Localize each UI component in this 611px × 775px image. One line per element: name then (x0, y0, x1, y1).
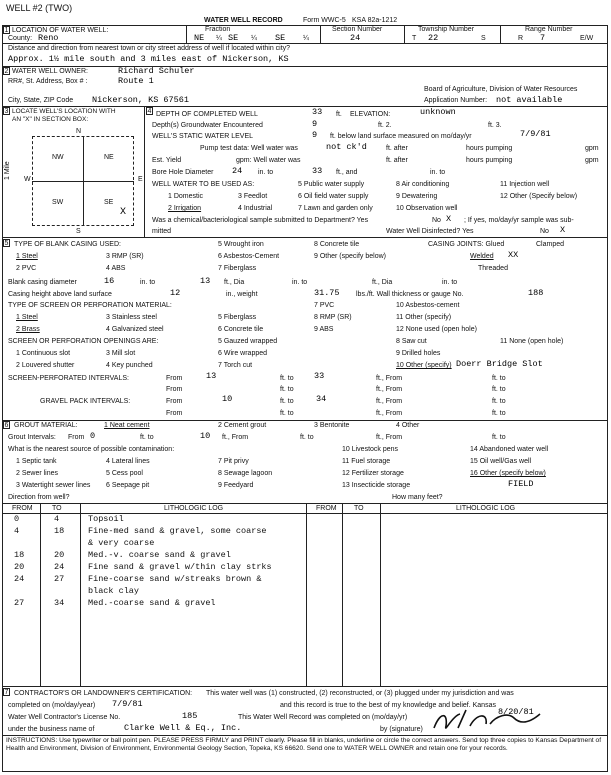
quadrant-se: SE (104, 199, 114, 206)
county-value: Reno (38, 33, 59, 43)
section-7-marker: 7 (4, 689, 9, 696)
log-row-from: 20 (14, 562, 25, 572)
bore-value: 24 (232, 166, 243, 176)
src-septic: 1 Septic tank (16, 458, 57, 465)
fraction-2: SE (228, 33, 239, 43)
yield-hours: hours pumping (466, 157, 513, 164)
groundwater-label: Depth(s) Groundwater Encountered (152, 122, 263, 129)
county-label: County: (8, 35, 33, 42)
use-dewatering: 9 Dewatering (396, 193, 438, 200)
depth-label: DEPTH OF COMPLETED WELL (156, 111, 258, 118)
township-value: 22 (428, 33, 439, 43)
form-number: Form WWC-5 (303, 17, 346, 24)
city-value: Nickerson, KS 67561 (92, 95, 189, 105)
license-label: Water Well Contractor's License No. (8, 714, 121, 721)
range-ew: E/W (580, 35, 594, 42)
distance-value: Approx. 1½ mile south and 3 miles east of Nickerson, KS (8, 54, 289, 64)
groundwater-1: 9 (312, 119, 318, 129)
casing-ft-dia-2: ft., Dia (372, 279, 393, 286)
src-other: 16 Other (specify below) (470, 470, 546, 477)
section-value: 24 (350, 33, 361, 43)
cert-label: CONTRACTOR'S OR LANDOWNER'S CERTIFICATION: (14, 690, 193, 697)
compass-n: N (76, 128, 82, 135)
gravel-from: From (166, 398, 183, 405)
screen-pvc: 7 PVC (314, 302, 335, 309)
opening-wire: 6 Wire wrapped (218, 350, 268, 357)
opening-other-value: Doerr Bridge Slot (456, 359, 543, 369)
groundwater-3-label: ft. 3. (488, 122, 502, 129)
application-value: not available (496, 95, 563, 105)
section-6-marker: 6 (4, 422, 9, 429)
gravel-to-4: ft. to (492, 410, 506, 417)
grout-ft-from-2: ft., From (376, 434, 403, 441)
license-value: 185 (182, 711, 198, 721)
src-lateral: 4 Lateral lines (106, 458, 150, 465)
bore-in-to: in. to (258, 169, 274, 176)
intervals-from-2: From (166, 386, 183, 393)
grout-to-2: ft. to (300, 434, 314, 441)
groundwater-2-label: ft. 2. (378, 122, 392, 129)
grout-other: 4 Other (396, 422, 420, 429)
application-label: Application Number: (424, 97, 488, 104)
depth-value: 33 (312, 107, 323, 117)
intervals-to-4: ft. to (492, 386, 506, 393)
gravel-to: ft. to (280, 398, 294, 405)
joints-threaded: Threaded (478, 265, 508, 272)
screen-fiberglass: 5 Fiberglass (218, 314, 257, 321)
log-row-from: 4 (14, 526, 20, 536)
casing-in-to-3: in. to (442, 279, 458, 286)
opening-louvered: 2 Louvered shutter (16, 362, 75, 369)
township-t: T (412, 35, 417, 42)
casing-weight-label: in., weight (226, 291, 258, 298)
section-5-marker: 5 (4, 240, 9, 247)
log-row-desc: Fine sand & gravel w/thin clay strks (88, 562, 272, 572)
static-rest: ft. below land surface measured on mo/day/yr (330, 133, 472, 140)
casing-gauge: 188 (528, 288, 544, 298)
bore-to-value: 33 (312, 166, 323, 176)
record-date: 8/20/81 (498, 707, 534, 717)
elevation-value: unknown (420, 107, 456, 117)
src-insecticide: 13 Insecticide storage (342, 482, 411, 489)
log-row-to: 20 (54, 550, 65, 560)
grout-neat: 1 Neat cement (104, 422, 150, 429)
signature-image (430, 706, 550, 736)
business-value: Clarke Well & Eq., Inc. (124, 723, 242, 733)
pump-after: ft. after (386, 145, 408, 152)
intervals-ft-from: ft., From (376, 375, 403, 382)
src-watertight: 3 Watertight sewer lines (16, 482, 91, 489)
mile-label: 1 Mile (4, 161, 11, 180)
src-livestock: 10 Livestock pens (342, 446, 399, 453)
casing-wrought: 5 Wrought iron (218, 241, 264, 248)
compass-e: E (138, 176, 143, 183)
distance-label: Distance and direction from nearest town or city street address of well if located within city? (8, 45, 291, 52)
owner-name: Richard Schuler (118, 66, 195, 76)
pump-gpm: gpm (585, 145, 599, 152)
log-row-to: 18 (54, 526, 65, 536)
intervals-from-value: 13 (206, 371, 217, 381)
intervals-from: From (166, 375, 183, 382)
compass-s: S (76, 228, 81, 235)
use-label: WELL WATER TO BE USED AS: (152, 181, 255, 188)
log-from-header-2: FROM (316, 505, 337, 512)
disinfected-no: No (540, 228, 549, 235)
src-abandoned: 14 Abandoned water well (470, 446, 549, 453)
grout-cement: 2 Cement grout (218, 422, 267, 429)
section-number-label: Section Number (332, 26, 383, 33)
grout-to: ft. to (140, 434, 154, 441)
log-row-from: 0 (14, 514, 20, 524)
opening-drilled: 9 Drilled holes (396, 350, 441, 357)
intervals-label: SCREEN-PERFORATED INTERVALS: (8, 375, 129, 382)
log-row-from: 27 (14, 598, 25, 608)
log-row-desc: black clay (88, 586, 140, 596)
quadrant-nw: NW (52, 154, 64, 161)
casing-height: 12 (170, 288, 181, 298)
bore-and: ft., and (336, 169, 358, 176)
casing-steel: 1 Steel (16, 253, 38, 260)
location-label: LOCATION OF WATER WELL: (12, 27, 109, 34)
use-oil: 6 Oil field water supply (298, 193, 369, 200)
casing-diam-to: 13 (200, 276, 211, 286)
bore-label: Bore Hole Diameter (152, 169, 214, 176)
gravel-to-value: 34 (316, 394, 327, 404)
screen-other: 11 Other (specify) (396, 314, 452, 321)
gravel-from-2: From (166, 410, 183, 417)
range-value: 7 (540, 33, 546, 43)
static-value: 9 (312, 130, 318, 140)
casing-in-to: in. to (140, 279, 156, 286)
fraction-label: Fraction (205, 26, 231, 33)
completed-value: 7/9/81 (112, 699, 143, 709)
casing-weight: 31.75 (314, 288, 340, 298)
log-row-from: 24 (14, 574, 25, 584)
screen-concrete: 6 Concrete tile (218, 326, 264, 333)
casing-lbs: lbs./ft. Wall thickness or gauge No. (356, 291, 464, 298)
quarter-mark: ¼ (251, 35, 257, 42)
yield-label: Est. Yield (152, 157, 182, 164)
screen-brass: 2 Brass (16, 326, 40, 333)
src-seepage: 6 Seepage pit (106, 482, 150, 489)
opening-torch: 7 Torch cut (218, 362, 253, 369)
src-fuel: 11 Fuel storage (342, 458, 391, 465)
src-cess: 5 Cess pool (106, 470, 143, 477)
section-4-marker: 4 (147, 108, 152, 115)
contamination-label: What is the nearest source of possible contamination: (8, 446, 175, 453)
use-observation: 10 Observation well (396, 205, 458, 212)
log-row-to: 34 (54, 598, 65, 608)
opening-none: 11 None (open hole) (500, 338, 564, 345)
casing-asbestos: 6 Asbestos-Cement (218, 253, 280, 260)
grout-from: From (68, 434, 85, 441)
use-other: 12 Other (Specify below) (500, 193, 578, 200)
chem-submitted: mitted (152, 228, 172, 235)
src-pit: 7 Pit privy (218, 458, 249, 465)
gravel-label: GRAVEL PACK INTERVALS: (40, 398, 131, 405)
screen-steel: 1 Steel (16, 314, 38, 321)
gravel-to-2: ft. to (492, 398, 506, 405)
use-injection: 11 Injection well (500, 181, 550, 188)
grout-from-value: 0 (90, 431, 96, 441)
how-many-label: How many feet? (392, 494, 443, 501)
use-domestic: 1 Domestic (168, 193, 204, 200)
src-other-value: FIELD (508, 479, 534, 489)
grout-label: GROUT MATERIAL: (14, 422, 78, 429)
disinfected-label: Water Well Disinfected? Yes (386, 228, 474, 235)
quadrant-ne: NE (104, 154, 114, 161)
casing-pvc: 2 PVC (16, 265, 37, 272)
city-label: City, State, ZIP Code (8, 97, 74, 104)
form-title: WATER WELL RECORD (204, 17, 283, 24)
grout-bentonite: 3 Bentonite (314, 422, 350, 429)
section-3-marker: 3 (4, 108, 9, 115)
joints-welded-x: XX (508, 250, 519, 260)
log-to-header: TO (52, 505, 62, 512)
grout-int-label: Grout Intervals: (8, 434, 56, 441)
use-lawn: 7 Lawn and garden only (298, 205, 373, 212)
use-industrial: 4 Industrial (238, 205, 273, 212)
opening-gauzed: 5 Gauzed wrapped (218, 338, 278, 345)
cert-line-2: and this record is true to the best of my knowledge and belief. Kansas (280, 702, 496, 709)
completed-label: completed on (mo/day/year) (8, 702, 96, 709)
grout-to-value: 10 (200, 431, 211, 441)
screen-galvanized: 4 Galvanized steel (106, 326, 164, 333)
opening-mill: 3 Mill slot (106, 350, 136, 357)
src-sewer: 2 Sewer lines (16, 470, 59, 477)
signature-label: by (signature) (380, 726, 423, 733)
src-lagoon: 8 Sewage lagoon (218, 470, 273, 477)
src-feedyard: 9 Feedyard (218, 482, 254, 489)
cert-line-1: This water well was (1) constructed, (2) reconstructed, or (3) plugged under my jurisdiction and was (206, 690, 514, 697)
log-row-desc: Med.-coarse sand & gravel (88, 598, 216, 608)
opening-other: 10 Other (specify) (396, 362, 452, 369)
use-public: 5 Public water supply (298, 181, 365, 188)
log-row-to: 27 (54, 574, 65, 584)
joints-welded: Welded (470, 253, 494, 260)
yield-gpm: gpm (585, 157, 599, 164)
log-to-header-2: TO (354, 505, 364, 512)
use-feedlot: 3 Feedlot (238, 193, 268, 200)
township-number-label: Township Number (418, 26, 475, 33)
township-s: S (481, 35, 486, 42)
quarter-mark: ¼ (303, 35, 309, 42)
direction-label: Direction from well? (8, 494, 70, 501)
intervals-to: ft. to (280, 375, 294, 382)
static-label: WELL'S STATIC WATER LEVEL (152, 133, 254, 140)
joints-label: CASING JOINTS: Glued (428, 241, 505, 248)
casing-ft-dia: ft., Dia (224, 279, 245, 286)
src-fertilizer: 12 Fertilizer storage (342, 470, 404, 477)
opening-saw: 8 Saw cut (396, 338, 427, 345)
chem-no: No (432, 217, 441, 224)
ft: ft. (336, 111, 342, 118)
pump-value: not ck'd (326, 142, 367, 152)
screen-rmp: 8 RMP (SR) (314, 314, 352, 321)
grout-ft-from: ft., From (222, 434, 249, 441)
instructions: INSTRUCTIONS: Use typewriter or ball point pen. PLEASE PRESS FIRMLY and PRINT clearly. Please fill in blanks, underline or circle the correct answers. Send top three copies to Kansas Department of Health and Environment, Division of Environment, Environmental Geology Section, Topeka, KS 66620. Send one to WATER WELL OWNER and retain one for your records. (6, 737, 602, 752)
log-row-desc: Fine-coarse sand w/streaks brown & (88, 574, 262, 584)
intervals-to-2: ft. to (492, 375, 506, 382)
quarter-mark: ¼ (216, 35, 222, 42)
casing-diam: 16 (104, 276, 115, 286)
range-r: R (518, 35, 524, 42)
well-location-mark: X (120, 207, 127, 218)
intervals-to-3: ft. to (280, 386, 294, 393)
casing-type-label: TYPE OF BLANK CASING USED: (14, 241, 121, 248)
log-row-desc: Topsoil (88, 514, 124, 524)
gravel-from-value: 10 (222, 394, 233, 404)
board-label: Board of Agriculture, Division of Water Resources (424, 86, 578, 93)
casing-rmp: 3 RMP (SR) (106, 253, 144, 260)
chem-label: Was a chemical/bacteriological sample submitted to Department? Yes (152, 217, 369, 224)
casing-height-label: Casing height above land surface (8, 291, 112, 298)
log-row-desc: & very coarse (88, 538, 155, 548)
gravel-to-3: ft. to (280, 410, 294, 417)
screen-type-label: TYPE OF SCREEN OR PERFORATION MATERIAL: (8, 302, 172, 309)
log-title-2: LITHOLOGIC LOG (456, 505, 516, 512)
bore-in-to-2: in. to (430, 169, 446, 176)
business-label: under the business name of (8, 726, 95, 733)
rr-label: RR#, St. Address, Box # : (8, 78, 88, 85)
log-row-to: 24 (54, 562, 65, 572)
chem-rest: ; If yes, mo/day/yr sample was sub- (464, 217, 574, 224)
screen-stainless: 3 Stainless steel (106, 314, 157, 321)
screen-abs: 9 ABS (314, 326, 334, 333)
yield-after: ft. after (386, 157, 408, 164)
owner-label: WATER WELL OWNER: (12, 68, 88, 75)
compass-w: W (24, 176, 31, 183)
src-oilwell: 15 Oil well/Gas well (470, 458, 532, 465)
log-title: LITHOLOGIC LOG (164, 505, 224, 512)
use-air: 8 Air conditioning (396, 181, 450, 188)
casing-abs: 4 ABS (106, 265, 126, 272)
fraction-3: SE (275, 33, 286, 43)
locate-label-1: LOCATE WELL'S LOCATION WITH (12, 108, 116, 115)
screen-asbestos: 10 Asbestos-cement (396, 302, 460, 309)
quadrant-sw: SW (52, 199, 64, 206)
log-from-header: FROM (12, 505, 33, 512)
range-number-label: Range Number (525, 26, 573, 33)
pump-hours: hours pumping (466, 145, 513, 152)
chem-x: X (446, 214, 452, 224)
casing-other: 9 Other (specify below) (314, 253, 386, 260)
log-row-desc: Fine-med sand & gravel, some coarse (88, 526, 267, 536)
grout-to-3: ft. to (492, 434, 506, 441)
log-row-desc: Med.-v. coarse sand & gravel (88, 550, 231, 560)
section-2-marker: 2 (4, 68, 9, 75)
disinfected-x: X (560, 225, 566, 235)
cert-line-3: This Water Well Record was completed on (mo/day/yr) (238, 714, 408, 721)
screen-none: 12 None used (open hole) (396, 326, 477, 333)
well-label: WELL #2 (TWO) (6, 3, 73, 13)
opening-continuous: 1 Continuous slot (16, 350, 71, 357)
intervals-to-value: 33 (314, 371, 325, 381)
joints-clamped: Clamped (536, 241, 565, 248)
gravel-ft-from-2: ft., From (376, 410, 403, 417)
casing-diam-label: Blank casing diameter (8, 279, 77, 286)
log-row-to: 4 (54, 514, 60, 524)
casing-concrete: 8 Concrete tile (314, 241, 360, 248)
section-1-marker: 1 (4, 27, 9, 34)
casing-in-to-2: in. to (292, 279, 308, 286)
gravel-ft-from: ft., From (376, 398, 403, 405)
yield-rest: gpm: Well water was (236, 157, 301, 164)
log-row-from: 18 (14, 550, 25, 560)
elevation-label: ELEVATION: (350, 111, 391, 118)
locate-label-2: AN "X" IN SECTION BOX: (12, 116, 89, 123)
ksa-ref: KSA 82a-1212 (352, 17, 398, 24)
pump-label: Pump test data: Well water was (200, 145, 298, 152)
static-date: 7/9/81 (520, 129, 551, 139)
casing-fiberglass: 7 Fiberglass (218, 265, 257, 272)
fraction-1: NE (194, 33, 205, 43)
opening-key: 4 Key punched (106, 362, 153, 369)
intervals-ft-from-2: ft., From (376, 386, 403, 393)
rr-value: Route 1 (118, 76, 154, 86)
openings-label: SCREEN OR PERFORATION OPENINGS ARE: (8, 338, 159, 345)
use-irrigation: 2 Irrigation (168, 205, 202, 212)
